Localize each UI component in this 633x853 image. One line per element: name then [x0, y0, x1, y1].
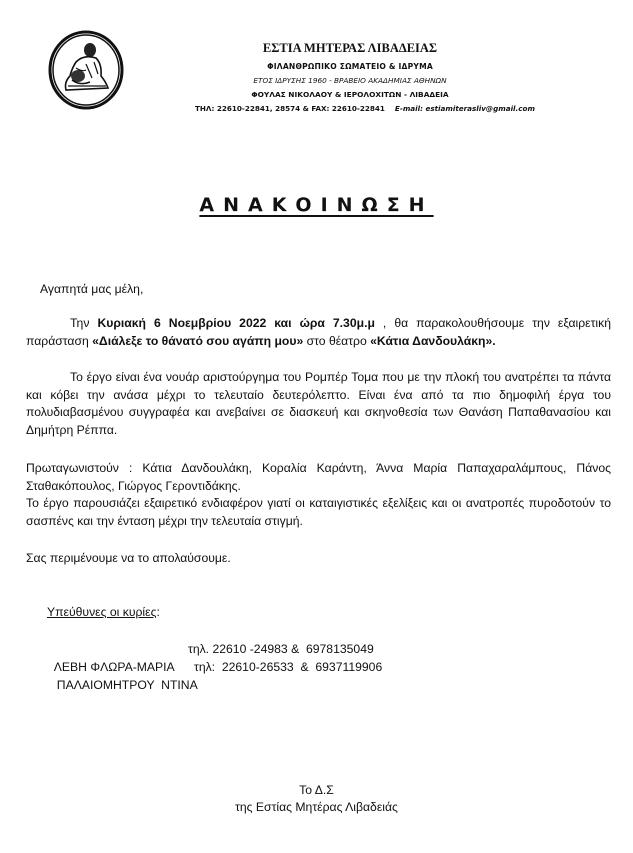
paragraph-event: Την Κυριακή 6 Νοεμβρίου 2022 και ώρα 7.30μ.μ , θα παρακολουθήσουμε την εξαιρετική παράσταση «Διάλεξε το θάνατό σου αγάπη μου» στο θέατρο «Κάτια Δανδουλάκη».	[26, 316, 611, 348]
cast-list: Πρωταγωνιστούν : Κάτια Δανδουλάκη, Κοραλία Καράντη, Άννα Μαρία Παπαχαραλάμπους, Πάνος Σταθακόπουλος, Γιώργος Γεροντιδάκης.	[26, 461, 611, 493]
contact-phones: τηλ. 22610 -24983 & 6978135049	[188, 642, 374, 656]
paragraph-description: Το έργο είναι ένα νουάρ αριστούργημα του Ρομπέρ Τομα που με την πλοκή του ανατρέπει τα πάντα και κόβει την ανάσα μέχρι το τελευταίο δευτερόλεπτο. Είναι ένα από τα πιο δημοφιλή έργα του πολυδιαβασμένου συγγραφέα και ανεβαίνει σε διασκευή και σκηνοθεσία των Θανάση Παπαθανασίου και Δημήτρη Ρέππα.	[26, 370, 611, 438]
contact-name: ΠΑΛΑΙΟΜΗΤΡΟΥ ΝΤΙΝΑ	[56, 677, 198, 692]
founding-info: ΕΤΟΣ ΙΔΡΥΣΗΣ 1960 - ΒΡΑΒΕΙΟ ΑΚΑΔΗΜΙΑΣ ΑΘΗΝΩΝ	[253, 76, 447, 85]
contact-person	[50, 659, 383, 712]
organization-name: ΕΣΤΙΑ ΜΗΤΕΡΑΣ ΛΙΒΑΔΕΙΑΣ	[262, 41, 438, 55]
play-title: «Διάλεξε το θάνατό σου αγάπη μου»	[92, 333, 304, 348]
mother-and-child-seal-icon	[46, 28, 126, 112]
responsible-label: Υπεύθυνες οι κυρίες:	[47, 605, 160, 619]
email-link[interactable]: E-mail: estiamiterasliv@gmail.com	[394, 104, 535, 113]
closing-line: Σας περιμένουμε να το απολαύσουμε.	[26, 551, 231, 565]
contact-line	[195, 104, 575, 113]
contact-phones: τηλ: 22610-26533 & 6937119906	[194, 660, 383, 674]
contact-name: ΛΕΒΗ ΦΛΩΡΑ-ΜΑΡΙΑ	[53, 659, 175, 674]
phone-fax: ΤΗΛ: 22610-22841, 28574 & FAX: 22610-22841	[195, 104, 385, 113]
greeting: Αγαπητά μας μέλη,	[40, 282, 144, 296]
play-summary: Το έργο παρουσιάζει εξαιρετικό ενδιαφέρον γιατί οι καταιγιστικές εξελίξεις και οι ανατροπές πυροδοτούν το σασπένς και την ένταση μέχρι την τελευταία στιγμή.	[26, 496, 611, 529]
organization-address: ΦΟΥΛΑΣ ΝΙΚΟΛΑΟΥ & ΙΕΡΟΛΟΧΙΤΩΝ - ΛΙΒΑΔΕΙΑ	[251, 90, 449, 99]
signature-organization: της Εστίας Μητέρας Λιβαδειάς	[235, 800, 398, 814]
theater-name: «Κάτια Δανδουλάκη».	[370, 333, 496, 348]
organization-subtitle: ΦΙΛΑΝΘΡΩΠΙΚΟ ΣΩΜΑΤΕΙΟ & ΙΔΡΥΜΑ	[267, 62, 433, 71]
document-title: ΑΝΑΚΟΙΝΩΣΗ	[199, 194, 434, 216]
paragraph-cast	[26, 460, 611, 531]
event-date: Κυριακή 6 Νοεμβρίου 2022 και ώρα 7.30μ.μ	[97, 316, 375, 330]
signature-board: Το Δ.Σ	[299, 783, 334, 797]
